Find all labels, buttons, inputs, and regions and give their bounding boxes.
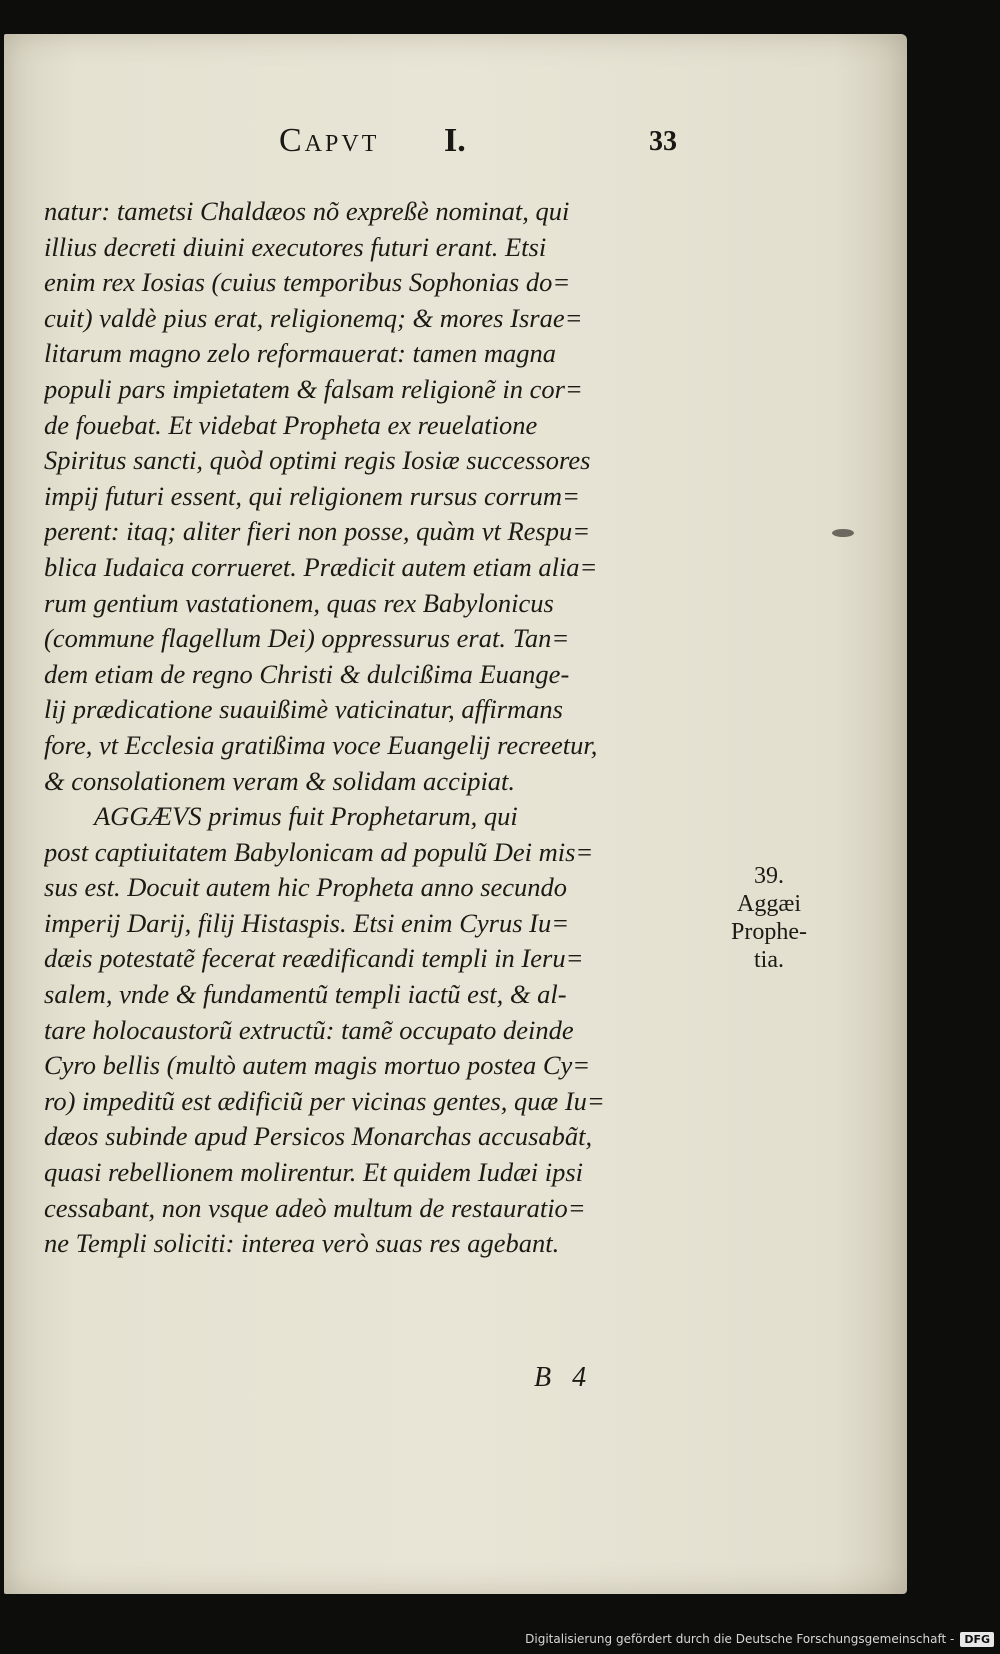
signature-mark: B 4 (534, 1362, 587, 1393)
text-line: post captiuitatem Babylonicam ad populũ Dei mis= (44, 836, 594, 867)
text-line: tare holocaustorũ extructũ: tamẽ occupato deinde (44, 1014, 574, 1045)
running-head: Capvt (279, 122, 380, 159)
text-line: cuit) valdè pius erat, religionemq; & mores Israe= (44, 302, 583, 333)
text-line: Cyro bellis (multò autem magis mortuo postea Cy= (44, 1050, 591, 1081)
text-line: ne Templi soliciti: interea verò suas res agebant. (44, 1228, 560, 1259)
text-line: dæis potestatẽ fecerat reædificandi templi in Ieru= (44, 943, 584, 974)
text-line: dæos subinde apud Persicos Monarchas accusabãt, (44, 1121, 593, 1152)
text-line: impij futuri essent, qui religionem rursus corrum= (44, 480, 580, 511)
footer (525, 1628, 994, 1650)
text-line: fore, vt Ecclesia gratißima voce Euangelij recreetur, (44, 729, 598, 760)
text-line: quasi rebellionem molirentur. Et quidem Iudæi ipsi (44, 1157, 584, 1188)
margin-note (719, 862, 819, 974)
text-line: rum gentium vastationem, quas rex Babylonicus (44, 587, 554, 618)
margin-note-line: Prophe- (731, 919, 807, 945)
text-line: perent: itaq; aliter fieri non posse, quàm vt Respu= (44, 516, 591, 547)
text-line: & consolationem veram & solidam accipiat. (44, 765, 516, 796)
text-line: sus est. Docuit autem hic Propheta anno secundo (44, 872, 568, 903)
margin-note-line: Aggæi (736, 891, 801, 917)
text-line: populi pars impietatem & falsam religionẽ in cor= (44, 373, 583, 404)
text-line: ro) impeditũ est ædificiũ per vicinas gentes, quæ Iu= (44, 1085, 605, 1116)
footer-credit: Digitalisierung gefördert durch die Deutsche Forschungsgemeinschaft - (525, 1632, 955, 1646)
text-line: illius decreti diuini executores futuri erant. Etsi (44, 231, 547, 262)
text-line: Spiritus sancti, quòd optimi regis Iosiæ successores (44, 445, 591, 476)
text-line: imperij Darij, filij Histaspis. Etsi enim Cyrus Iu= (44, 907, 570, 938)
text-line: litarum magno zelo reformauerat: tamen magna (44, 338, 557, 369)
page-number: 33 (649, 126, 677, 157)
text-line: blica Iudaica corrueret. Prædicit autem etiam alia= (44, 551, 598, 582)
text-line: de fouebat. Et videbat Propheta ex reuelatione (44, 409, 538, 440)
text-line: lij prædicatione suauißimè vaticinatur, affirmans (44, 694, 563, 725)
dfg-logo-icon: DFG (960, 1632, 994, 1647)
text-line: (commune flagellum Dei) oppressurus erat. Tan= (44, 623, 570, 654)
text-line: natur: tametsi Chaldæos nõ expreßè nominat, qui (44, 196, 570, 226)
text-line: dem etiam de regno Christi & dulcißima Euange- (44, 658, 570, 689)
chapter-number: I. (444, 122, 466, 159)
margin-note-number: 39. (754, 863, 784, 889)
text-line: AGGÆVS primus fuit Prophetarum, qui (94, 801, 518, 832)
ink-smudge (832, 529, 854, 537)
body-text (44, 194, 709, 1262)
text-line: cessabant, non vsque adeò multum de restauratio= (44, 1192, 586, 1223)
book-page (4, 34, 907, 1594)
text-line: salem, vnde & fundamentũ templi iactũ est, & al- (44, 979, 567, 1010)
page-header (279, 122, 709, 182)
margin-note-line: tia. (754, 947, 784, 973)
text-line: enim rex Iosias (cuius temporibus Sophonias do= (44, 267, 571, 298)
